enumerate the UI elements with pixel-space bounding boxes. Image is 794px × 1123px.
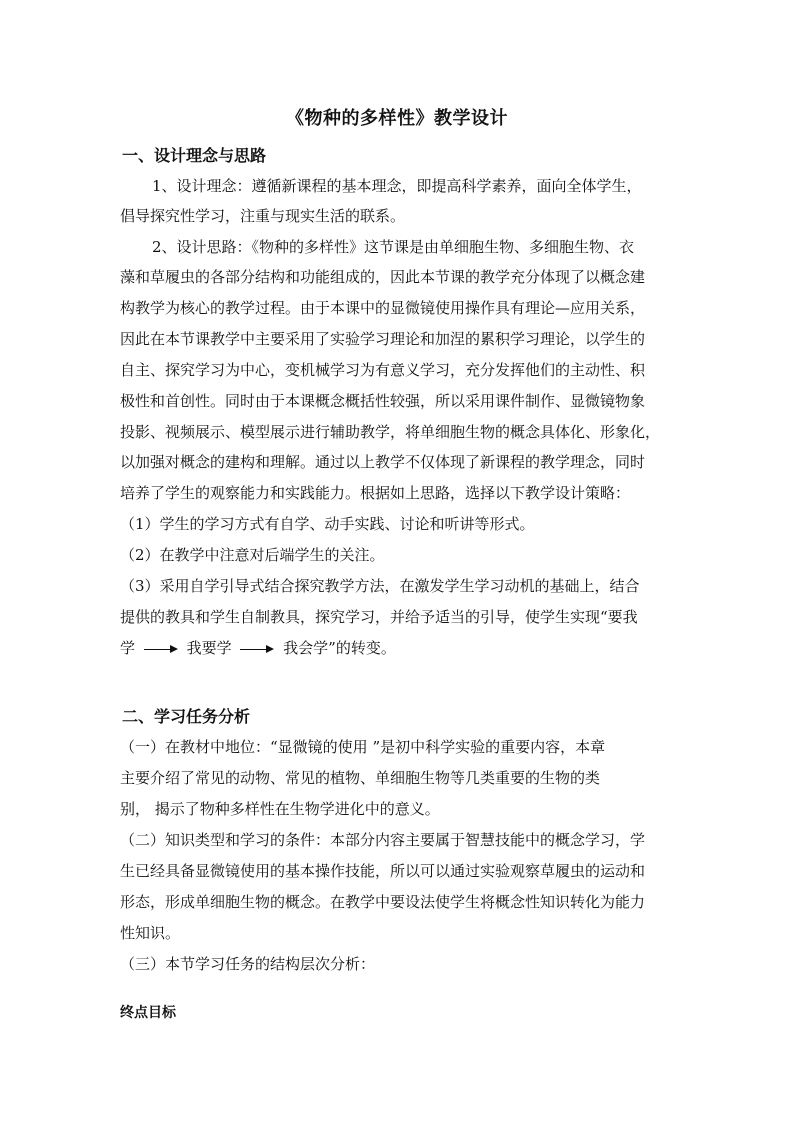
paragraph-line: 极性和首创性。同时由于本课概念概括性较强，所以采用课件制作、显微镜物象 — [120, 392, 646, 410]
paragraph-line: 因此在本节课教学中主要采用了实验学习理论和加涅的累积学习理论，以学生的 — [120, 330, 646, 348]
paragraph-line: 1、设计理念：遵循新课程的基本理念，即提高科学素养，面向全体学生， — [152, 177, 642, 195]
section-heading-1: 一、设计理念与思路 — [122, 146, 267, 165]
paragraph-line: 生已经具备显微镜使用的基本操作技能，所以可以通过实验观察草履虫的运动和 — [120, 862, 646, 880]
list-item: （2）在教学中注意对后端学生的关注。 — [120, 546, 385, 564]
paragraph-line: 性知识。 — [120, 924, 181, 942]
list-item: （1）学生的学习方式有自学、动手实践、讨论和听讲等形式。 — [120, 515, 535, 533]
paragraph-line: 藻和草履虫的各部分结构和功能组成的，因此本节课的教学充分体现了以概念建 — [120, 268, 646, 286]
paragraph-line: 倡导探究性学习，注重与现实生活的联系。 — [120, 207, 406, 225]
arrow-text-1: 学 — [120, 639, 136, 657]
paragraph-line: （三）本节学习任务的结构层次分析： — [120, 955, 376, 973]
paragraph-line: 投影、视频展示、模型展示进行辅助教学，将单细胞生物的概念具体化、形象化， — [120, 423, 661, 441]
paragraph-line: 以加强对概念的建构和理解。通过以上教学不仅体现了新课程的教学理念，同时 — [120, 453, 646, 471]
right-arrow-icon — [240, 644, 274, 654]
paragraph-line: 主要介绍了常见的动物、常见的植物、单细胞生物等几类重要的生物的类 — [120, 769, 601, 787]
arrow-text-2: 我要学 — [186, 639, 232, 657]
paragraph-line: 形态，形成单细胞生物的概念。在教学中要设法使学生将概念性知识转化为能力 — [120, 893, 646, 911]
paragraph-line: 培养了学生的观察能力和实践能力。根据如上思路，选择以下教学设计策略： — [120, 484, 631, 502]
subheading-end-goal: 终点目标 — [120, 1005, 176, 1021]
paragraph-line: 别， 揭示了物种多样性在生物学进化中的意义。 — [120, 800, 440, 818]
right-arrow-icon — [144, 644, 178, 654]
list-item: （3）采用自学引导式结合探究教学方法，在激发学生学习动机的基础上，结合 — [120, 577, 640, 595]
paragraph-line: 提供的教具和学生自制教具，探究学习，并给予适当的引导，使学生实现“要我 — [120, 608, 638, 626]
arrow-line — [120, 638, 396, 658]
paragraph-line: （二）知识类型和学习的条件：本部分内容主要属于智慧技能中的概念学习，学 — [120, 831, 646, 849]
section-heading-2: 二、学习任务分析 — [122, 707, 251, 726]
page-title: 《物种的多样性》教学设计 — [286, 108, 508, 129]
paragraph-line: （一）在教材中地位：“显微镜的使用 ”是初中科学实验的重要内容，本章 — [120, 738, 606, 756]
paragraph-line: 2、设计思路：《物种的多样性》这节课是由单细胞生物、多细胞生物、衣 — [152, 238, 635, 256]
paragraph-line: 构教学为核心的教学过程。由于本课中的显微镜使用操作具有理论—应用关系， — [120, 299, 646, 317]
arrow-text-3: 我会学”的转变。 — [283, 639, 396, 657]
paragraph-line: 自主、探究学习为中心，变机械学习为有意义学习，充分发挥他们的主动性、积 — [120, 361, 646, 379]
